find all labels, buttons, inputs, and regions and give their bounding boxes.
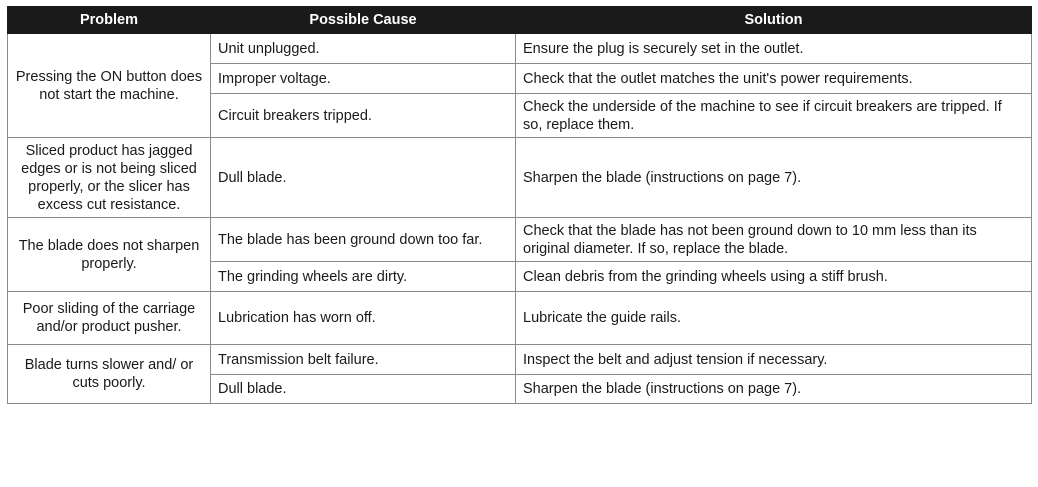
solution-cell: Sharpen the blade (instructions on page 7).: [516, 375, 1032, 404]
table-row: [8, 138, 1032, 218]
solution-cell: Check that the outlet matches the unit's power requirements.: [516, 64, 1032, 94]
cause-cell: Circuit breakers tripped.: [211, 94, 516, 138]
cause-cell: Unit unplugged.: [211, 34, 516, 64]
table-row: [8, 345, 1032, 375]
cause-cell: Transmission belt failure.: [211, 345, 516, 375]
problem-cell: Poor sliding of the carriage and/or product pusher.: [8, 292, 211, 345]
table-row: [8, 34, 1032, 64]
cause-cell: The grinding wheels are dirty.: [211, 262, 516, 292]
header-problem: Problem: [8, 7, 211, 34]
problem-cell: Blade turns slower and/ or cuts poorly.: [8, 345, 211, 404]
solution-cell: Lubricate the guide rails.: [516, 292, 1032, 345]
solution-cell: Check that the blade has not been ground down to 10 mm less than its original diameter. If so, replace the blade.: [516, 218, 1032, 262]
cause-cell: Lubrication has worn off.: [211, 292, 516, 345]
solution-cell: Check the underside of the machine to see if circuit breakers are tripped. If so, replace them.: [516, 94, 1032, 138]
cause-cell: The blade has been ground down too far.: [211, 218, 516, 262]
header-possible-cause: Possible Cause: [211, 7, 516, 34]
cause-cell: Dull blade.: [211, 375, 516, 404]
solution-cell: Clean debris from the grinding wheels using a stiff brush.: [516, 262, 1032, 292]
table-row: [8, 218, 1032, 262]
solution-cell: Sharpen the blade (instructions on page 7).: [516, 138, 1032, 218]
troubleshooting-table-container: [7, 6, 1032, 404]
solution-cell: Ensure the plug is securely set in the outlet.: [516, 34, 1032, 64]
header-solution: Solution: [516, 7, 1032, 34]
cause-cell: Improper voltage.: [211, 64, 516, 94]
problem-cell: Pressing the ON button does not start the machine.: [8, 34, 211, 138]
cause-cell: Dull blade.: [211, 138, 516, 218]
problem-cell: Sliced product has jagged edges or is not being sliced properly, or the slicer has excess cut resistance.: [8, 138, 211, 218]
table-header-row: [8, 7, 1032, 34]
problem-cell: The blade does not sharpen properly.: [8, 218, 211, 292]
troubleshooting-table: [7, 6, 1032, 404]
table-row: [8, 292, 1032, 345]
solution-cell: Inspect the belt and adjust tension if necessary.: [516, 345, 1032, 375]
